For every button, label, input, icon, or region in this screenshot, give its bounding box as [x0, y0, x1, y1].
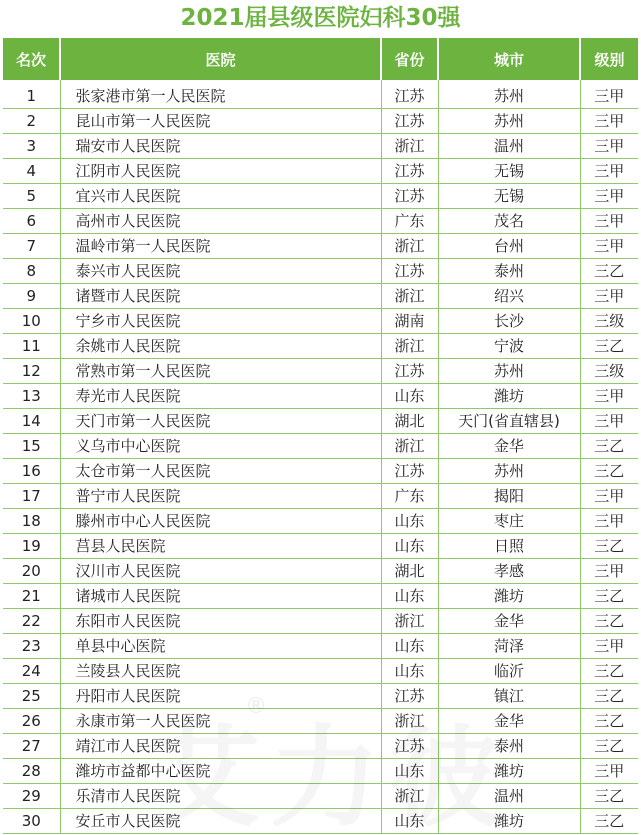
cell-hospital: 泰兴市人民医院 [60, 259, 381, 284]
cell-rank: 14 [3, 409, 60, 434]
cell-rank: 4 [3, 159, 60, 184]
cell-hospital: 宁乡市人民医院 [60, 309, 381, 334]
cell-city: 温州 [438, 134, 580, 159]
table-row [3, 259, 638, 284]
cell-level: 三甲 [580, 80, 638, 109]
table-row [3, 759, 638, 784]
table-row [3, 309, 638, 334]
cell-city: 苏州 [438, 459, 580, 484]
cell-province: 广东 [381, 484, 438, 509]
cell-city: 孝感 [438, 559, 580, 584]
table-row [3, 234, 638, 259]
cell-rank: 24 [3, 659, 60, 684]
cell-province: 浙江 [381, 334, 438, 359]
cell-level: 三甲 [580, 759, 638, 784]
cell-rank: 17 [3, 484, 60, 509]
cell-province: 湖南 [381, 309, 438, 334]
cell-hospital: 丹阳市人民医院 [60, 684, 381, 709]
cell-city: 苏州 [438, 109, 580, 134]
cell-rank: 28 [3, 759, 60, 784]
table-row [3, 584, 638, 609]
cell-city: 台州 [438, 234, 580, 259]
cell-level: 三甲 [580, 109, 638, 134]
cell-province: 江苏 [381, 684, 438, 709]
cell-hospital: 昆山市第一人民医院 [60, 109, 381, 134]
cell-hospital: 高州市人民医院 [60, 209, 381, 234]
table-row [3, 409, 638, 434]
cell-province: 湖北 [381, 559, 438, 584]
cell-city: 揭阳 [438, 484, 580, 509]
cell-level: 三甲 [580, 134, 638, 159]
ranking-table [3, 38, 638, 834]
cell-level: 三乙 [580, 459, 638, 484]
cell-hospital: 东阳市人民医院 [60, 609, 381, 634]
table-row [3, 784, 638, 809]
cell-hospital: 诸城市人民医院 [60, 584, 381, 609]
cell-hospital: 普宁市人民医院 [60, 484, 381, 509]
cell-level: 三乙 [580, 334, 638, 359]
cell-rank: 18 [3, 509, 60, 534]
cell-rank: 22 [3, 609, 60, 634]
cell-city: 金华 [438, 434, 580, 459]
cell-rank: 26 [3, 709, 60, 734]
cell-rank: 16 [3, 459, 60, 484]
table-row [3, 109, 638, 134]
table-header-row [3, 38, 638, 80]
table-row [3, 209, 638, 234]
table-row [3, 559, 638, 584]
cell-hospital: 安丘市人民医院 [60, 809, 381, 834]
cell-level: 三乙 [580, 734, 638, 759]
cell-hospital: 单县中心医院 [60, 634, 381, 659]
cell-hospital: 温岭市第一人民医院 [60, 234, 381, 259]
cell-city: 潍坊 [438, 759, 580, 784]
table-row [3, 509, 638, 534]
cell-province: 浙江 [381, 134, 438, 159]
cell-level: 三级 [580, 309, 638, 334]
header-rank: 名次 [3, 38, 60, 80]
cell-province: 山东 [381, 759, 438, 784]
cell-hospital: 兰陵县人民医院 [60, 659, 381, 684]
cell-rank: 23 [3, 634, 60, 659]
cell-rank: 5 [3, 184, 60, 209]
cell-province: 浙江 [381, 609, 438, 634]
cell-level: 三乙 [580, 709, 638, 734]
cell-hospital: 瑞安市人民医院 [60, 134, 381, 159]
cell-province: 浙江 [381, 784, 438, 809]
table-row [3, 359, 638, 384]
cell-level: 三乙 [580, 584, 638, 609]
cell-rank: 1 [3, 80, 60, 109]
cell-province: 江苏 [381, 459, 438, 484]
cell-hospital: 常熟市第一人民医院 [60, 359, 381, 384]
cell-hospital: 滕州市中心人民医院 [60, 509, 381, 534]
cell-hospital: 寿光市人民医院 [60, 384, 381, 409]
cell-rank: 21 [3, 584, 60, 609]
cell-level: 三乙 [580, 259, 638, 284]
cell-city: 枣庄 [438, 509, 580, 534]
cell-hospital: 宜兴市人民医院 [60, 184, 381, 209]
registered-mark: ® [245, 694, 267, 719]
cell-hospital: 江阴市人民医院 [60, 159, 381, 184]
cell-rank: 25 [3, 684, 60, 709]
cell-province: 山东 [381, 634, 438, 659]
cell-province: 山东 [381, 584, 438, 609]
cell-level: 三甲 [580, 184, 638, 209]
cell-hospital: 莒县人民医院 [60, 534, 381, 559]
table-row [3, 734, 638, 759]
table-row [3, 809, 638, 834]
cell-province: 山东 [381, 659, 438, 684]
cell-level: 三乙 [580, 684, 638, 709]
cell-province: 湖北 [381, 409, 438, 434]
cell-province: 江苏 [381, 359, 438, 384]
cell-level: 三甲 [580, 634, 638, 659]
header-province: 省份 [381, 38, 438, 80]
cell-level: 三乙 [580, 784, 638, 809]
cell-rank: 30 [3, 809, 60, 834]
table-row [3, 184, 638, 209]
cell-province: 山东 [381, 509, 438, 534]
cell-province: 山东 [381, 534, 438, 559]
table-row [3, 284, 638, 309]
cell-city: 潍坊 [438, 584, 580, 609]
cell-city: 天门(省直辖县) [438, 409, 580, 434]
cell-rank: 2 [3, 109, 60, 134]
cell-hospital: 张家港市第一人民医院 [60, 80, 381, 109]
cell-city: 泰州 [438, 734, 580, 759]
page-title: 2021届县级医院妇科30强 [180, 5, 461, 31]
cell-province: 江苏 [381, 259, 438, 284]
cell-province: 浙江 [381, 284, 438, 309]
table-row [3, 634, 638, 659]
cell-rank: 13 [3, 384, 60, 409]
cell-rank: 11 [3, 334, 60, 359]
cell-rank: 10 [3, 309, 60, 334]
cell-city: 温州 [438, 784, 580, 809]
cell-city: 无锡 [438, 159, 580, 184]
cell-province: 浙江 [381, 234, 438, 259]
cell-hospital: 永康市第一人民医院 [60, 709, 381, 734]
cell-rank: 15 [3, 434, 60, 459]
cell-city: 苏州 [438, 80, 580, 109]
cell-level: 三甲 [580, 384, 638, 409]
cell-rank: 8 [3, 259, 60, 284]
cell-level: 三甲 [580, 559, 638, 584]
cell-hospital: 汉川市人民医院 [60, 559, 381, 584]
cell-city: 长沙 [438, 309, 580, 334]
cell-rank: 7 [3, 234, 60, 259]
cell-level: 三乙 [580, 809, 638, 834]
cell-level: 三甲 [580, 234, 638, 259]
cell-hospital: 乐清市人民医院 [60, 784, 381, 809]
cell-province: 江苏 [381, 80, 438, 109]
cell-city: 潍坊 [438, 809, 580, 834]
cell-province: 山东 [381, 384, 438, 409]
table-row [3, 609, 638, 634]
cell-level: 三甲 [580, 509, 638, 534]
table-row [3, 134, 638, 159]
table-row [3, 434, 638, 459]
cell-rank: 6 [3, 209, 60, 234]
cell-level: 三级 [580, 359, 638, 384]
cell-hospital: 余姚市人民医院 [60, 334, 381, 359]
cell-city: 泰州 [438, 259, 580, 284]
cell-city: 金华 [438, 709, 580, 734]
table-row [3, 534, 638, 559]
cell-province: 山东 [381, 809, 438, 834]
cell-hospital: 潍坊市益都中心医院 [60, 759, 381, 784]
table-row [3, 80, 638, 109]
cell-level: 三甲 [580, 484, 638, 509]
table-row [3, 334, 638, 359]
cell-city: 无锡 [438, 184, 580, 209]
cell-level: 三甲 [580, 284, 638, 309]
cell-level: 三乙 [580, 659, 638, 684]
cell-hospital: 天门市第一人民医院 [60, 409, 381, 434]
cell-hospital: 诸暨市人民医院 [60, 284, 381, 309]
cell-rank: 12 [3, 359, 60, 384]
cell-rank: 27 [3, 734, 60, 759]
cell-city: 临沂 [438, 659, 580, 684]
cell-province: 广东 [381, 209, 438, 234]
cell-province: 江苏 [381, 184, 438, 209]
cell-level: 三甲 [580, 209, 638, 234]
cell-province: 江苏 [381, 109, 438, 134]
table-row [3, 159, 638, 184]
cell-province: 江苏 [381, 159, 438, 184]
cell-city: 苏州 [438, 359, 580, 384]
cell-city: 菏泽 [438, 634, 580, 659]
cell-rank: 3 [3, 134, 60, 159]
cell-city: 潍坊 [438, 384, 580, 409]
cell-level: 三乙 [580, 434, 638, 459]
cell-city: 日照 [438, 534, 580, 559]
cell-city: 金华 [438, 609, 580, 634]
cell-city: 镇江 [438, 684, 580, 709]
table-row [3, 659, 638, 684]
table-row [3, 459, 638, 484]
cell-rank: 9 [3, 284, 60, 309]
cell-city: 绍兴 [438, 284, 580, 309]
header-city: 城市 [438, 38, 580, 80]
cell-level: 三甲 [580, 159, 638, 184]
cell-hospital: 太仓市第一人民医院 [60, 459, 381, 484]
cell-province: 浙江 [381, 434, 438, 459]
cell-province: 江苏 [381, 734, 438, 759]
header-level: 级别 [580, 38, 638, 80]
header-hospital: 医院 [60, 38, 381, 80]
cell-rank: 29 [3, 784, 60, 809]
cell-hospital: 靖江市人民医院 [60, 734, 381, 759]
cell-hospital: 义乌市中心医院 [60, 434, 381, 459]
cell-rank: 20 [3, 559, 60, 584]
cell-level: 三甲 [580, 409, 638, 434]
table-row [3, 684, 638, 709]
cell-city: 茂名 [438, 209, 580, 234]
table-row [3, 709, 638, 734]
cell-rank: 19 [3, 534, 60, 559]
cell-level: 三乙 [580, 534, 638, 559]
cell-city: 宁波 [438, 334, 580, 359]
cell-province: 浙江 [381, 709, 438, 734]
table-row [3, 384, 638, 409]
cell-level: 三乙 [580, 609, 638, 634]
table-row [3, 484, 638, 509]
